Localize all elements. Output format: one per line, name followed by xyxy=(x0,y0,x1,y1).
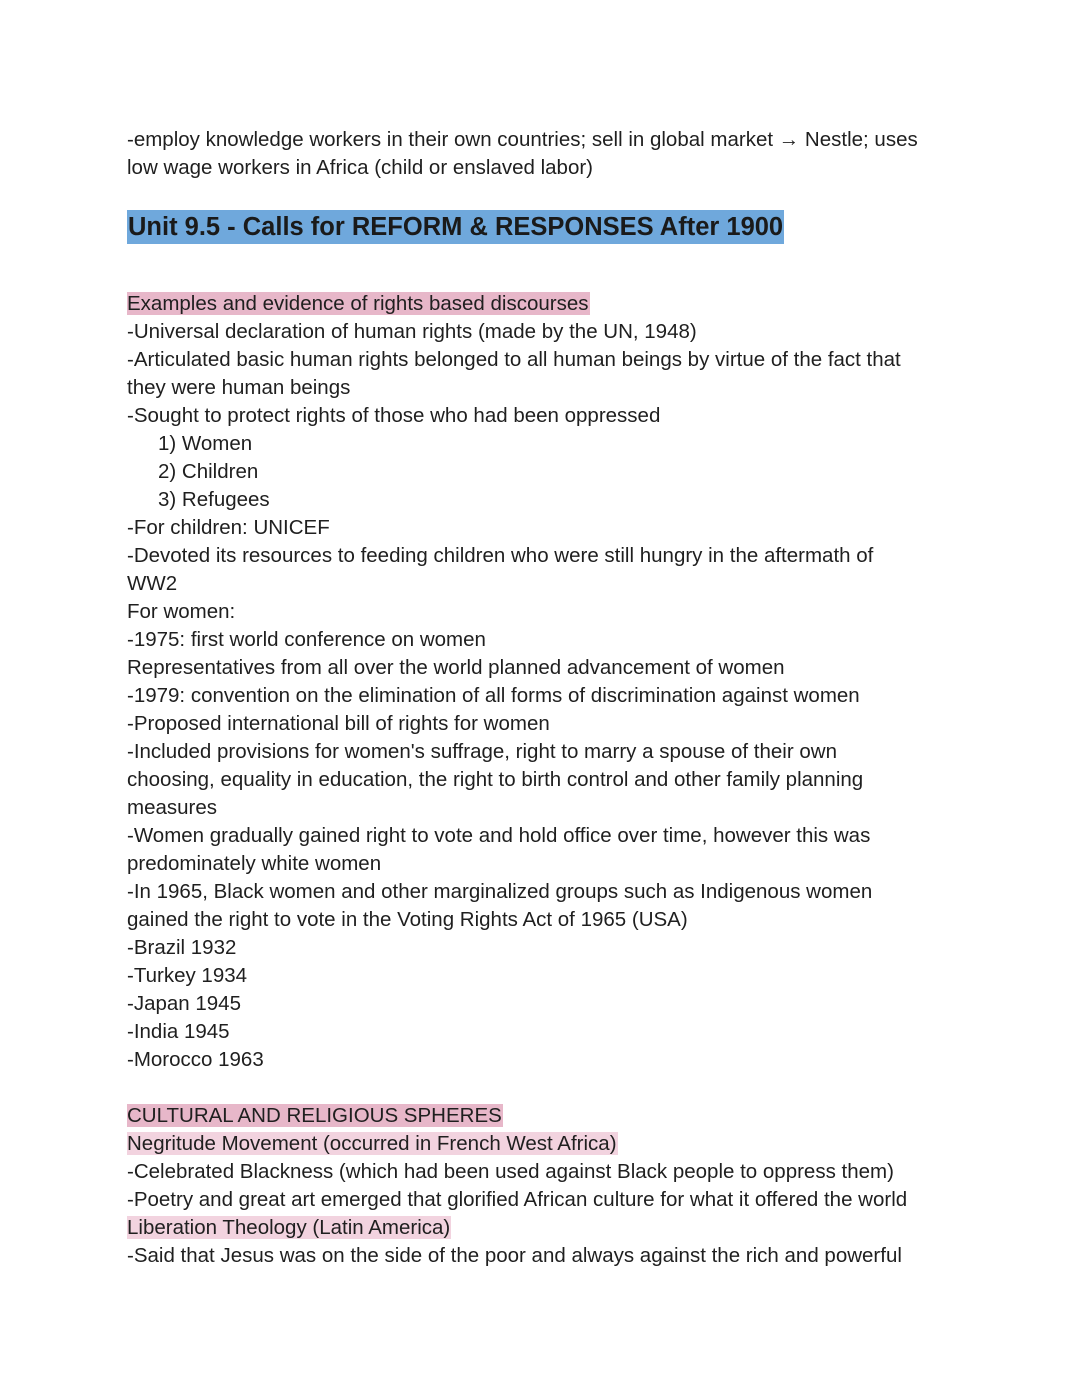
unit-heading-wrap xyxy=(127,210,957,250)
subsection-title-liberation-theology: Liberation Theology (Latin America) xyxy=(127,1216,451,1239)
text-line: -Poetry and great art emerged that glorified African culture for what it offered the world xyxy=(127,1188,908,1211)
section-spacer xyxy=(127,1074,957,1102)
document-page xyxy=(127,126,957,1270)
unit-heading: Unit 9.5 - Calls for REFORM & RESPONSES After 1900 xyxy=(127,210,784,244)
numbered-item: 2) Children xyxy=(158,460,259,483)
text-line: -Universal declaration of human rights (made by the UN, 1948) xyxy=(127,320,697,343)
numbered-item: 1) Women xyxy=(158,432,253,455)
text-line: -Proposed international bill of rights for women xyxy=(127,712,550,735)
section-title-rights: Examples and evidence of rights based discourses xyxy=(127,292,589,315)
subsection-title-negritude: Negritude Movement (occurred in French West Africa) xyxy=(127,1132,617,1155)
intro-paragraph xyxy=(127,126,957,182)
text-line: -Morocco 1963 xyxy=(127,1048,264,1071)
text-line: -Articulated basic human rights belonged to all human beings by virtue of the fact that xyxy=(127,348,901,371)
text-line: -Devoted its resources to feeding children who were still hungry in the aftermath of xyxy=(127,544,874,567)
text-line: -Japan 1945 xyxy=(127,992,241,1015)
text-line: -Included provisions for women's suffrage, right to marry a spouse of their own xyxy=(127,740,837,763)
text-line: gained the right to vote in the Voting Rights Act of 1965 (USA) xyxy=(127,908,688,931)
text-line: measures xyxy=(127,796,218,819)
text-line: they were human beings xyxy=(127,376,351,399)
text-line: -Turkey 1934 xyxy=(127,964,248,987)
text-line: -India 1945 xyxy=(127,1020,230,1043)
text-line: -Said that Jesus was on the side of the poor and always against the rich and powerful xyxy=(127,1244,902,1267)
text-line: -1975: first world conference on women xyxy=(127,628,486,651)
section-title-cultural: CULTURAL AND RELIGIOUS SPHERES xyxy=(127,1104,502,1127)
text-line: -Women gradually gained right to vote and hold office over time, however this was xyxy=(127,824,871,847)
text-line: -Sought to protect rights of those who had been oppressed xyxy=(127,404,661,427)
text-line: -1979: convention on the elimination of all forms of discrimination against women xyxy=(127,684,860,707)
numbered-item: 3) Refugees xyxy=(158,488,270,511)
text-line: Representatives from all over the world planned advancement of women xyxy=(127,656,785,679)
text-line: WW2 xyxy=(127,572,178,595)
text-line: -In 1965, Black women and other marginalized groups such as Indigenous women xyxy=(127,880,873,903)
text-line: For women: xyxy=(127,600,236,623)
cultural-section xyxy=(127,1102,957,1270)
text-line: -employ knowledge workers in their own countries; sell in global market → Nestle; uses xyxy=(127,128,918,151)
text-line: low wage workers in Africa (child or enslaved labor) xyxy=(127,156,594,179)
text-line: choosing, equality in education, the right to birth control and other family planning xyxy=(127,768,864,791)
rights-section xyxy=(127,290,957,1074)
text-line: predominately white women xyxy=(127,852,382,875)
text-line: -Celebrated Blackness (which had been used against Black people to oppress them) xyxy=(127,1160,894,1183)
text-line: -Brazil 1932 xyxy=(127,936,237,959)
text-line: -For children: UNICEF xyxy=(127,516,330,539)
